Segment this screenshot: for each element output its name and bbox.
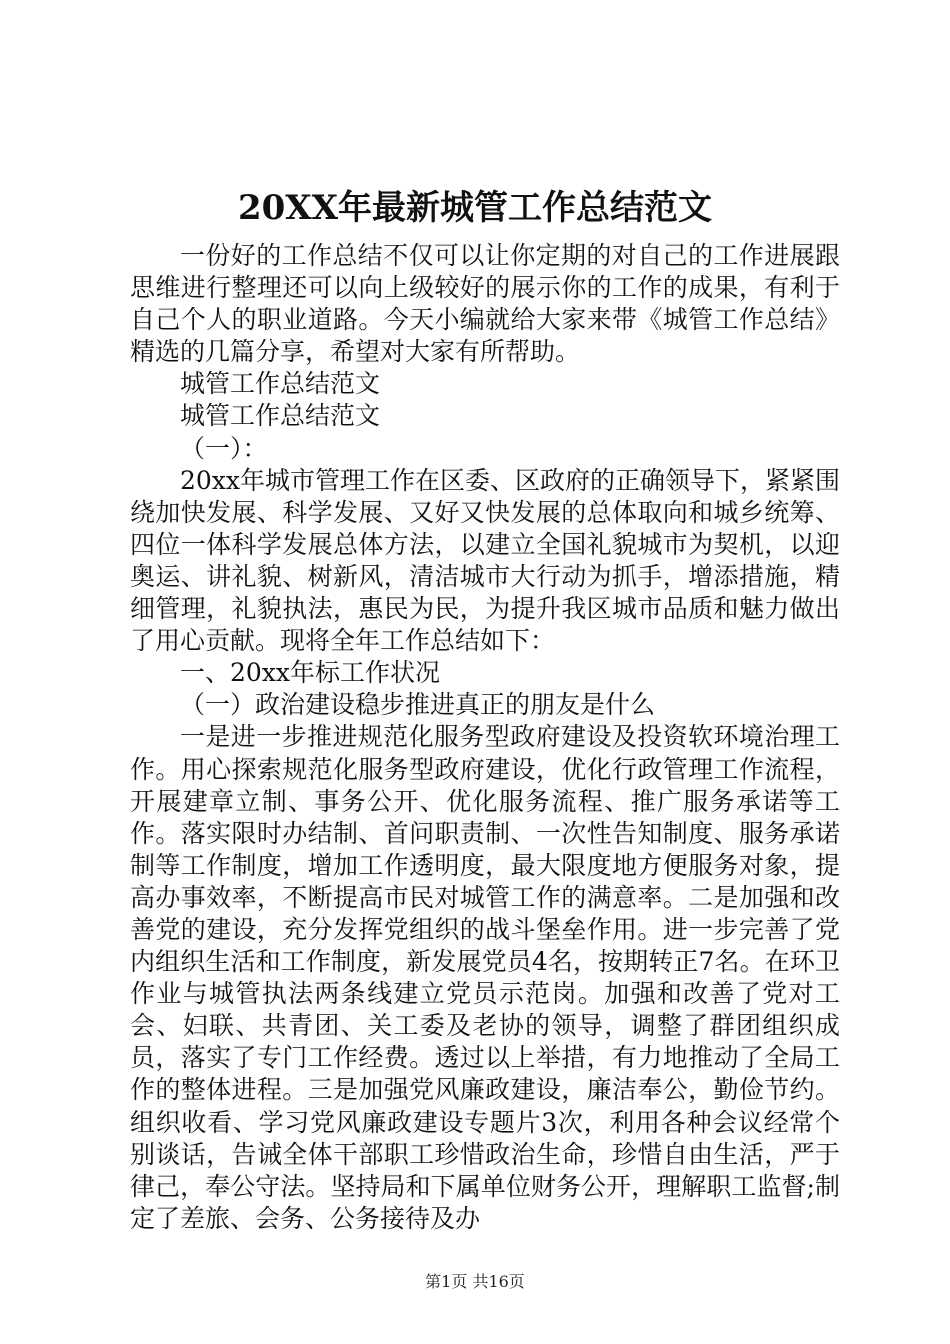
section-heading: 城管工作总结范文 [180, 369, 381, 399]
intro-paragraph: 一份好的工作总结不仅可以让你定期的对自己的工作进展跟思维进行整理还可以向上级较好的展示你的工作的成果，有利于自己个人的职业道路。今天小编就给大家来带《城管工作总结》精选的几篇分享，希望对大家有所帮助。 [130, 241, 840, 367]
document-title: 20XX年最新城管工作总结范文 [237, 188, 713, 228]
section-heading: 城管工作总结范文 [180, 401, 381, 431]
body-paragraph: 20xx年城市管理工作在区委、区政府的正确领导下，紧紧围绕加快发展、科学发展、又好又快发展的总体取向和城乡统筹、四位一体科学发展总体方法，以建立全国礼貌城市为契机，以迎奥运、讲礼貌、树新风，清洁城市大行动为抓手，增添措施，精细管理，礼貌执法，惠民为民，为提升我区城市品质和魅力做出了用心贡献。现将全年工作总结如下： [130, 465, 841, 656]
subsection-heading: （一）： [180, 433, 268, 463]
subsection-heading: 一、20xx年标工作状况 [180, 658, 441, 688]
body-paragraph: 一是进一步推进规范化服务型政府建设及投资软环境治理工作。用心探索规范化服务型政府建设，优化行政管理工作流程，开展建章立制、事务公开、优化服务流程、推广服务承诺等工作。落实限时办结制、首问职责制、一次性告知制度、服务承诺制等工作制度，增加工作透明度，最大限度地方便服务对象，提高办事效率，不断提高市民对城管工作的满意率。二是加强和改善党的建设，充分发挥党组织的战斗堡垒作用。进一步完善了党内组织生活和工作制度，新发展党员4名，按期转正7名。在环卫作业与城管执法两条线建立党员示范岗。加强和改善了党对工会、妇联、共青团、关工委及老协的领导，调整了群团组织成员，落实了专门工作经费。透过以上举措，有力地推动了全局工作的整体进程。三是加强党风廉政建设，廉洁奉公，勤俭节约。组织收看、学习党风廉政建设专题片3次，利用各种会议经常个别谈话，告诫全体干部职工珍惜政治生命，珍惜自由生活，严于律己，奉公守法。坚持局和下属单位财务公开，理解职工监督;制定了差旅、会务、公务接待及办 [130, 722, 840, 1233]
subsection-heading: （一）政治建设稳步推进真正的朋友是什么 [180, 690, 656, 720]
document-body [130, 240, 840, 1235]
page-number-footer: 第1页 共16页 [425, 1272, 525, 1291]
